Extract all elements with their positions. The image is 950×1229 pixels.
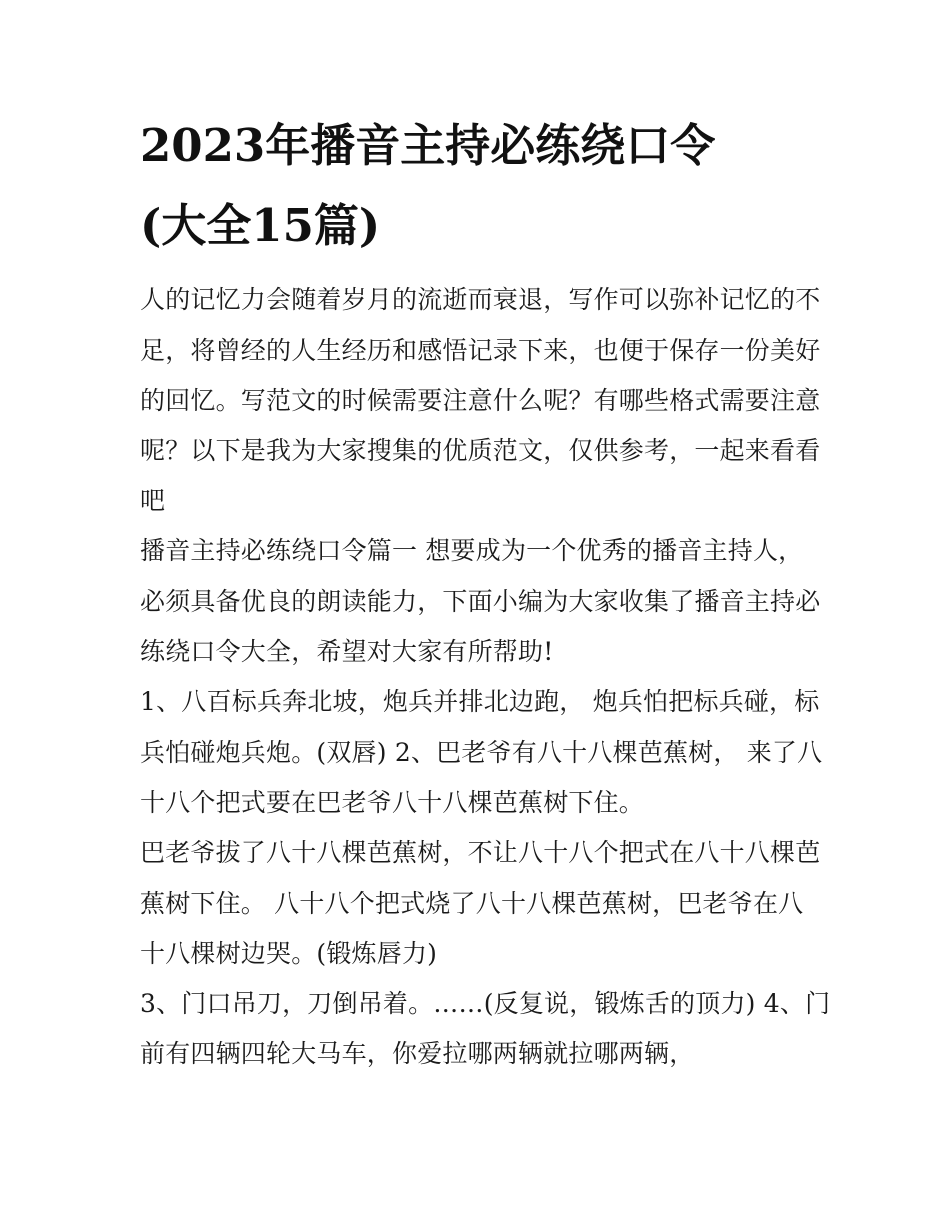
text-line: 必须具备优良的朗读能力，下面小编为大家收集了播音主持必: [140, 587, 821, 616]
text-line: 练绕口令大全，希望对大家有所帮助!: [140, 637, 554, 666]
text-line: 兵怕碰炮兵炮。(双唇) 2、巴老爷有八十八棵芭蕉树， 来了八: [140, 738, 823, 767]
text-line: 巴老爷拔了八十八棵芭蕉树，不让八十八个把式在八十八棵芭: [140, 838, 821, 867]
text-line: 的回忆。写范文的时候需要注意什么呢？有哪些格式需要注意: [140, 386, 821, 415]
text-line: 呢？以下是我为大家搜集的优质范文，仅供参考，一起来看看: [140, 436, 821, 465]
text-line: 播音主持必练绕口令篇一 想要成为一个优秀的播音主持人，: [140, 536, 804, 565]
text-line: 蕉树下住。 八十八个把式烧了八十八棵芭蕉树，巴老爷在八: [140, 889, 804, 918]
text-line: 1、八百标兵奔北坡，炮兵并排北边跑， 炮兵怕把标兵碰，标: [140, 687, 820, 716]
document-title-line-1: 2023年播音主持必练绕口令: [140, 119, 716, 172]
text-line: 人的记忆力会随着岁月的流逝而衰退，写作可以弥补记忆的不: [140, 285, 821, 314]
text-line: 十八个把式要在巴老爷八十八棵芭蕉树下住。: [140, 788, 645, 817]
text-line: 十八棵树边哭。(锻炼唇力): [140, 939, 438, 968]
text-line: 足，将曾经的人生经历和感悟记录下来，也便于保存一份美好: [140, 336, 821, 365]
document-title-line-2: (大全15篇): [140, 199, 381, 252]
text-line: 前有四辆四轮大马车，你爱拉哪两辆就拉哪两辆，: [140, 1039, 695, 1068]
text-line: 吧: [140, 486, 166, 515]
text-line: 3、门口吊刀，刀倒吊着。……(反复说，锻炼舌的顶力) 4、门: [140, 989, 831, 1018]
